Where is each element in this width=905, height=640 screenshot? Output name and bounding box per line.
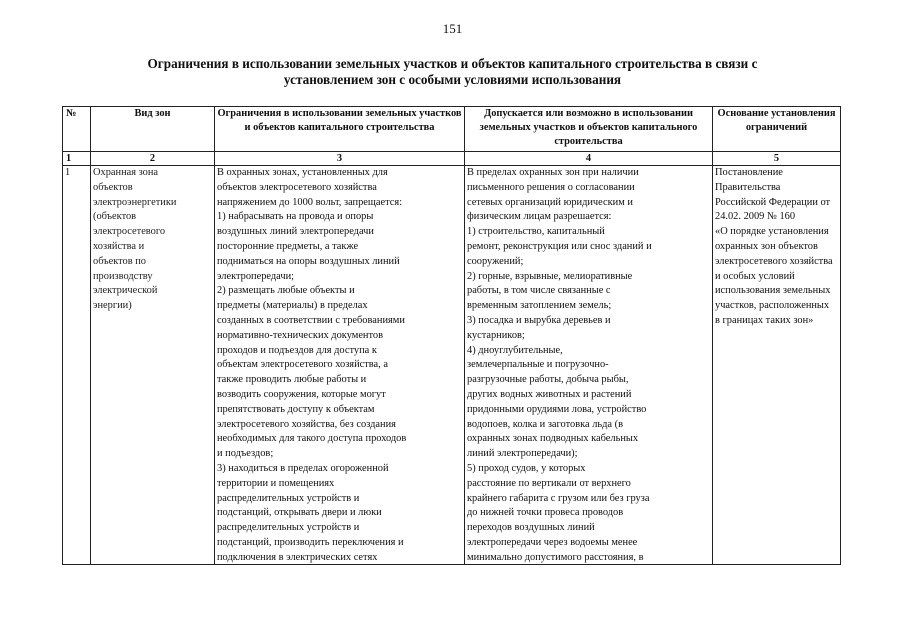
document-title-line-1: Ограничения в использовании земельных участков и объектов капитального строительства в связи с xyxy=(147,56,758,71)
cell-text-line: письменного решения о согласовании xyxy=(467,181,635,193)
cell-text-line: объектам электросетевого хозяйства, а xyxy=(217,359,388,371)
cell-text-line: хозяйства и xyxy=(93,240,145,252)
cell-text-line: участков, расположенных xyxy=(715,300,830,312)
cell-text-line: напряжением до 1000 вольт, запрещается: xyxy=(217,196,403,208)
column-number: 5 xyxy=(713,152,841,166)
cell-text-line: Постановление xyxy=(715,167,783,178)
header-zone-type: Вид зон xyxy=(91,107,215,152)
cell-text-line: работы, в том числе связанные с xyxy=(467,285,611,297)
header-allowed: Допускается или возможно в использовании земельных участков и объектов капитального строительства xyxy=(465,107,713,152)
cell-text-line: подниматься на опоры воздушных линий xyxy=(217,255,400,267)
cell-text-line: использования земельных xyxy=(715,285,831,297)
table-header-row xyxy=(63,107,841,152)
column-number: 2 xyxy=(91,152,215,166)
cell-text-line: распределительных устройств и xyxy=(217,522,360,534)
cell-text-line: электросетевого хозяйства xyxy=(715,255,833,267)
cell-text-line: 2) горные, взрывные, мелиоративные xyxy=(467,270,633,282)
column-number: 4 xyxy=(465,152,713,166)
cell-text-line: воздушных линий электропередачи xyxy=(217,226,374,238)
zone-type-cell xyxy=(91,166,215,565)
cell-text-line: охранных зон объектов xyxy=(715,240,818,252)
restrictions-cell xyxy=(215,166,465,565)
cell-text-line: предметы (материалы) в пределах xyxy=(217,300,368,312)
cell-text-line: электросетевого xyxy=(93,226,166,238)
row-number-cell xyxy=(63,166,91,565)
cell-text-line: объектов электросетевого хозяйства xyxy=(217,181,377,193)
cell-text-line: минимально допустимого расстояния, в xyxy=(467,551,644,563)
column-number: 3 xyxy=(215,152,465,166)
column-number-row xyxy=(63,152,841,166)
cell-text-line: 5) проход судов, у которых xyxy=(467,462,586,474)
cell-text-line: подстанций, открывать двери и люки xyxy=(217,507,382,519)
cell-text-line: временным затоплением земель; xyxy=(467,300,612,312)
cell-text-line: придонными орудиями лова, устройство xyxy=(467,403,647,415)
cell-text-line: сооружений; xyxy=(467,255,524,267)
cell-text-line: объектов по xyxy=(93,255,146,267)
header-number: № xyxy=(63,107,91,152)
page-number: 151 xyxy=(442,21,463,36)
header-basis: Основание установления ограничений xyxy=(713,107,841,152)
cell-text-line: Правительства xyxy=(715,181,781,193)
cell-text-line: в границах таких зон» xyxy=(715,314,814,326)
cell-text-line: линий электропередачи); xyxy=(467,448,578,460)
cell-text-line: и особых условий xyxy=(715,270,795,282)
cell-text-line: электроэнергетики xyxy=(93,196,177,208)
cell-text-line: Охранная зона xyxy=(93,167,159,178)
basis-cell xyxy=(713,166,841,565)
cell-text-line: кустарников; xyxy=(467,329,525,341)
row-number: 1 xyxy=(65,167,71,178)
cell-text-line: посторонние предметы, а также xyxy=(217,240,359,252)
cell-text-line: объектов xyxy=(93,181,133,193)
cell-text-line: 1) строительство, капитальный xyxy=(467,226,605,238)
cell-text-line: физическим лицам разрешается: xyxy=(467,211,612,223)
table-row xyxy=(63,166,841,565)
cell-text-line: В пределах охранных зон при наличии xyxy=(467,167,639,178)
cell-text-line: производству xyxy=(93,270,153,282)
cell-text-line: необходимых для такого доступа проходов xyxy=(217,433,407,445)
cell-text-line: до нижней точки провеса проводов xyxy=(467,507,624,519)
cell-text-line: проходов и подъездов для доступа к xyxy=(217,344,377,356)
cell-text-line: возводить сооружения, которые могут xyxy=(217,388,386,400)
cell-text-line: электрической xyxy=(93,285,158,297)
header-restrictions: Ограничения в использовании земельных участков и объектов капитального строительства xyxy=(215,107,465,152)
cell-text-line: электропередачи через водоемы менее xyxy=(467,536,638,548)
cell-text-line: крайнего габарита с грузом или без груза xyxy=(467,492,650,504)
cell-text-line: 4) дноуглубительные, xyxy=(467,344,563,356)
cell-text-line: 3) находиться в пределах огороженной xyxy=(217,462,389,474)
cell-text-line: энергии) xyxy=(93,300,132,312)
cell-text-line: электросетевого хозяйства, без создания xyxy=(217,418,396,430)
cell-text-line: ремонт, реконструкция или снос зданий и xyxy=(467,240,652,252)
cell-text-line: и подъездов; xyxy=(217,448,274,460)
cell-text-line: также проводить любые работы и xyxy=(217,374,367,386)
cell-text-line: территории и помещениях xyxy=(217,477,335,489)
cell-text-line: разгрузочные работы, добыча рыбы, xyxy=(467,374,629,386)
cell-text-line: 24.02. 2009 № 160 xyxy=(715,211,796,223)
cell-text-line: 3) посадка и вырубка деревьев и xyxy=(467,314,611,326)
cell-text-line: созданных в соответствии с требованиями xyxy=(217,314,405,326)
cell-text-line: других водных животных и растений xyxy=(467,388,632,400)
cell-text-line: Российской Федерации от xyxy=(715,196,831,208)
document-title xyxy=(100,56,805,88)
cell-text-line: «О порядке установления xyxy=(715,226,829,238)
cell-text-line: водопоев, колка и заготовка льда (в xyxy=(467,418,623,430)
cell-text-line: В охранных зонах, установленных для xyxy=(217,167,388,178)
cell-text-line: нормативно-технических документов xyxy=(217,329,384,341)
column-number: 1 xyxy=(63,152,91,166)
allowed-cell xyxy=(465,166,713,565)
cell-text-line: 2) размещать любые объекты и xyxy=(217,285,355,297)
cell-text-line: подключения в электрических сетях xyxy=(217,551,378,563)
cell-text-line: расстояние по вертикали от верхнего xyxy=(467,477,631,489)
restrictions-table xyxy=(62,106,841,565)
cell-text-line: препятствовать доступу к объектам xyxy=(217,403,375,415)
document-title-line-2: установлением зон с особыми условиями использования xyxy=(283,72,622,87)
cell-text-line: (объектов xyxy=(93,211,137,223)
cell-text-line: переходов воздушных линий xyxy=(467,522,595,534)
cell-text-line: охранных зонах подводных кабельных xyxy=(467,433,639,445)
cell-text-line: землечерпальные и погрузочно- xyxy=(467,359,609,371)
cell-text-line: подстанций, производить переключения и xyxy=(217,536,404,548)
cell-text-line: 1) набрасывать на провода и опоры xyxy=(217,211,374,223)
cell-text-line: распределительных устройств и xyxy=(217,492,360,504)
cell-text-line: сетевых организаций юридическим и xyxy=(467,196,633,208)
cell-text-line: электропередачи; xyxy=(217,270,295,282)
